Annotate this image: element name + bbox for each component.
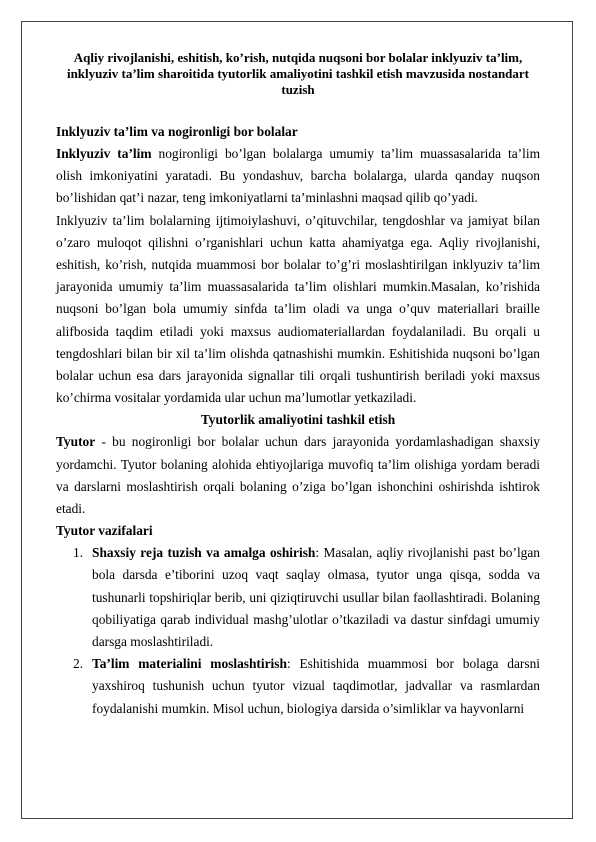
section-heading-inclusive: Inklyuziv ta’lim va nogironligi bor bolalar — [56, 124, 298, 139]
list-item-title: Ta’lim materialini moslashtirish — [92, 656, 287, 672]
list-item-text: : Eshitishida muammosi bor bolaga darsni yaxshiroq tushunish uchun tyutor vizual taqdimotlar, jadvallar va rasmlardan foydalanishi mumkin. Misol uchun, biologiya darsida o’simliklar va hayvonlarni — [92, 656, 540, 716]
bold-term: Inklyuziv ta’lim — [56, 146, 152, 161]
paragraph-inclusive-definition — [56, 143, 540, 210]
list-item-title: Shaxsiy reja tuzish va amalga oshirish — [92, 545, 316, 561]
paragraph-text: nogironligi bo’lgan bolalarga umumiy ta’lim muassasalarida ta’lim olish imkoniyatini yaratadi. Bu yondashuv, barcha bolalarga, ularda qanday nuqson bo’lishidan qat’i nazar, teng imkoniyatlarni ta’minlashni maqsad qilib qo’yadi. — [56, 146, 540, 206]
bold-term: Tyutor — [56, 434, 96, 450]
list-item — [56, 653, 540, 720]
section-heading-tutor-duties: Tyutor vazifalari — [56, 523, 153, 539]
tutor-duties-list — [56, 542, 540, 720]
document-title: Aqliy rivojlanishi, eshitish, ko’rish, nutqida nuqsoni bor bolalar inklyuziv ta’lim, inklyuziv ta’lim sharoitida tyutorlik amaliyotini tashkil etish mavzusida nostandart tuzish — [66, 50, 530, 97]
section-heading-tutoring: Tyutorlik amaliyotini tashkil etish — [200, 412, 396, 428]
list-number: 2. — [73, 656, 84, 672]
list-item — [56, 542, 540, 653]
list-number: 1. — [73, 545, 84, 561]
paragraph-text: - bu nogironligi bor bolalar uchun dars jarayonida yordamlashadigan shaxsiy yordamchi. Tyutor bolaning alohida ehtiyojlariga muvofiq ta’lim olishiga yordam beradi va darslarni moslashtirish orqali bolaning o’ziga bo’lgan ishonchini oshirishda ishtirok etadi. — [56, 434, 540, 517]
document-body — [56, 50, 540, 720]
list-item-text: : Masalan, aqliy rivojlanishi past bo’lgan bola darsda e’tiborini uzoq vaqt saqlay olmasa, tyutor unga qisqa, sodda va tushunarli topshiriqlar berib, uni qiziqtiruvchi usullar bilan faollashtiradi. Bolaning qobiliyatiga qarab individual mashg’ulotlar o’tkaziladi va dastur sinfdagi umumiy darsga moslashtiriladi. — [92, 545, 541, 650]
paragraph-inclusive-importance: Inklyuziv ta’lim bolalarning ijtimoiylashuvi, o’qituvchilar, tengdoshlar va jamiyat bilan o’zaro muloqot qilishni o’rganishlari uchun katta ahamiyatga ega. Aqliy rivojlanishi, eshitish, ko’rish, nutqida muammosi bor bolalar to’g’ri moslashtirilgan inklyuziv ta’lim jarayonida umumiy ta’lim muassasalarida ta’lim olishlari mumkin.Masalan, ko’rishida nuqsoni bo’lgan bola umumiy sinfda ta’lim oladi va unga o’quv materiallari braille alifbosida taqdim etiladi yoki maxsus audiomateriallardan foydalaniladi. Bu orqali u tengdoshlari bilan bir xil ta’lim olishda qatnashishi mumkin. Eshitishida nuqsoni bo’lgan bolalar uchun esa dars jarayonida signallar tili orqali tushuntirish beriladi yoki maxsus ko’chirma vositalar yordamida ular uchun ma’lumotlar yetkaziladi. — [56, 212, 540, 406]
paragraph-tutor-definition — [56, 431, 540, 520]
